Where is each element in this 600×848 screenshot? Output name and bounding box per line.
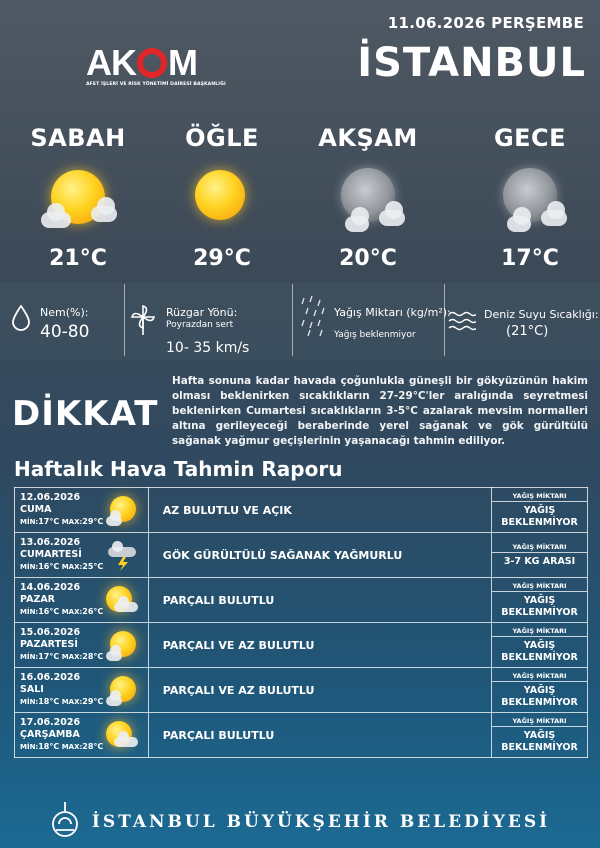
forecast-description: PARÇALI VE AZ BULUTLU: [148, 668, 491, 713]
forecast-row: [15, 623, 588, 668]
forecast-minmax: MİN:17°C MAX:28°C: [20, 652, 104, 661]
moon-with-clouds-icon: [485, 158, 575, 236]
rain-header: YAĞIŞ MİKTARI: [492, 581, 587, 592]
wind-speed: 10- 35 km/s: [166, 340, 250, 356]
forecast-description: AZ BULUTLU VE AÇIK: [148, 488, 491, 533]
sea-value: (21°C): [506, 324, 549, 339]
forecast-rain-cell: [492, 668, 588, 713]
forecast-minmax: MİN:18°C MAX:28°C: [20, 742, 104, 751]
forecast-rain-cell: [492, 623, 588, 668]
sun-cloud-icon: [104, 496, 140, 526]
thunderstorm-icon: [104, 541, 140, 571]
wind-label: Rüzgar Yönü:: [166, 306, 238, 319]
forecast-date: 14.06.2026: [20, 582, 81, 593]
period-temp: 20°C: [339, 246, 397, 271]
wind-icon: [128, 302, 158, 340]
period-sabah: [18, 124, 138, 271]
rain-icon: [300, 294, 328, 342]
forecast-row: [15, 578, 588, 623]
rain-amount: YAĞIŞ BEKLENMİYOR: [501, 730, 578, 753]
period-ogle: [162, 124, 282, 271]
period-name: ÖĞLE: [185, 124, 259, 152]
forecast-description: PARÇALI BULUTLU: [148, 713, 491, 758]
forecast-row: [15, 533, 588, 578]
forecast-row: [15, 668, 588, 713]
forecast-day-cell: [15, 623, 149, 668]
forecast-day-cell: [15, 488, 149, 533]
rain-header: YAĞIŞ MİKTARI: [492, 491, 587, 502]
forecast-description: PARÇALI VE AZ BULUTLU: [148, 623, 491, 668]
period-temp: 17°C: [501, 246, 559, 271]
sea-label: Deniz Suyu Sıcaklığı:: [484, 308, 599, 321]
forecast-date: 12.06.2026: [20, 492, 81, 503]
humidity-value: 40-80: [40, 322, 90, 342]
forecast-day: SALI: [20, 684, 44, 695]
sun-icon: [177, 158, 267, 236]
weekly-report-title: Haftalık Hava Tahmin Raporu: [14, 457, 343, 481]
weekly-forecast-table: [14, 487, 588, 758]
municipality-name: İSTANBUL BÜYÜKŞEHİR BELEDİYESİ: [91, 812, 551, 832]
logo-subtitle: AFET İŞLERİ VE RİSK YÖNETİMİ DAİRESİ BAŞKANLIĞI: [86, 82, 226, 87]
partly-cloudy-icon: [104, 721, 140, 751]
forecast-minmax: MİN:16°C MAX:25°C: [20, 562, 104, 571]
moon-with-clouds-icon: [323, 158, 413, 236]
forecast-day-cell: [15, 533, 149, 578]
forecast-description: GÖK GÜRÜLTÜLÜ SAĞANAK YAĞMURLU: [148, 533, 491, 578]
akom-logo: AK M AFET İŞLERİ VE RİSK YÖNETİMİ DAİRESİ BAŞKANLIĞI: [86, 42, 226, 87]
forecast-minmax: MİN:18°C MAX:29°C: [20, 697, 104, 706]
forecast-minmax: MİN:16°C MAX:26°C: [20, 607, 104, 616]
forecast-date: 13.06.2026: [20, 537, 81, 548]
forecast-date: 16.06.2026: [20, 672, 81, 683]
wind-direction: Poyrazdan sert: [166, 320, 234, 330]
rain-amount: YAĞIŞ BEKLENMİYOR: [501, 595, 578, 618]
forecast-day-cell: [15, 713, 149, 758]
footer: [0, 800, 600, 844]
rain-value: Yağış beklenmiyor: [334, 330, 416, 340]
sun-with-clouds-icon: [33, 158, 123, 236]
forecast-day: ÇARŞAMBA: [20, 729, 80, 740]
city-name: İSTANBUL: [357, 40, 586, 86]
period-gece: [470, 124, 590, 271]
ibb-logo-icon: [50, 800, 80, 844]
forecast-day-cell: [15, 668, 149, 713]
forecast-day: PAZAR: [20, 594, 55, 605]
period-name: SABAH: [30, 124, 126, 152]
humidity-icon: [10, 304, 32, 336]
forecast-rain-cell: [492, 488, 588, 533]
forecast-date: 15.06.2026: [20, 627, 81, 638]
period-aksam: [308, 124, 428, 271]
rain-header: YAĞIŞ MİKTARI: [492, 626, 587, 637]
forecast-rain-cell: [492, 713, 588, 758]
warning-title: DİKKAT: [12, 394, 159, 434]
forecast-minmax: MİN:17°C MAX:29°C: [20, 517, 104, 526]
forecast-day: CUMARTESİ: [20, 549, 82, 560]
period-temp: 29°C: [193, 246, 251, 271]
rain-amount: YAĞIŞ BEKLENMİYOR: [501, 505, 578, 528]
forecast-row: [15, 488, 588, 533]
warning-text: Hafta sonuna kadar havada çoğunlukla güneşli bir gökyüzünün hakim olması beklenirken sıcaklıkların 27-29°C'ler aralığında seyretmesi beklenirken Cumartesi sıcaklıkların 3-5°C azalarak mevsim normalleri altına gerileyeceği beraberinde yerel sağanak ve gök gürültülü sağanak yağmur geçişlerinin yaşanacağı tahmin ediliyor.: [172, 375, 588, 447]
rain-amount: YAĞIŞ BEKLENMİYOR: [501, 640, 578, 663]
period-name: GECE: [493, 124, 567, 152]
sea-wave-icon: [448, 310, 476, 336]
forecast-row: [15, 713, 588, 758]
forecast-description: PARÇALI BULUTLU: [148, 578, 491, 623]
forecast-day: PAZARTESİ: [20, 639, 78, 650]
sun-cloud-icon: [104, 631, 140, 661]
period-name: AKŞAM: [318, 124, 418, 152]
report-date: 11.06.2026 PERŞEMBE: [387, 14, 584, 32]
forecast-day-cell: [15, 578, 149, 623]
rain-amount: 3-7 KG ARASI: [503, 556, 576, 567]
conditions-bar: [0, 282, 600, 360]
period-temp: 21°C: [49, 246, 107, 271]
forecast-rain-cell: [492, 533, 588, 578]
partly-cloudy-icon: [104, 586, 140, 616]
forecast-day: CUMA: [20, 504, 52, 515]
forecast-date: 17.06.2026: [20, 717, 81, 728]
rain-amount: YAĞIŞ BEKLENMİYOR: [501, 685, 578, 708]
rain-header: YAĞIŞ MİKTARI: [492, 542, 587, 553]
rain-header: YAĞIŞ MİKTARI: [492, 671, 587, 682]
humidity-label: Nem(%):: [40, 306, 89, 319]
rain-header: YAĞIŞ MİKTARI: [492, 716, 587, 727]
rain-label: Yağış Miktarı (kg/m²):: [334, 306, 451, 319]
forecast-rain-cell: [492, 578, 588, 623]
sun-cloud-icon: [104, 676, 140, 706]
